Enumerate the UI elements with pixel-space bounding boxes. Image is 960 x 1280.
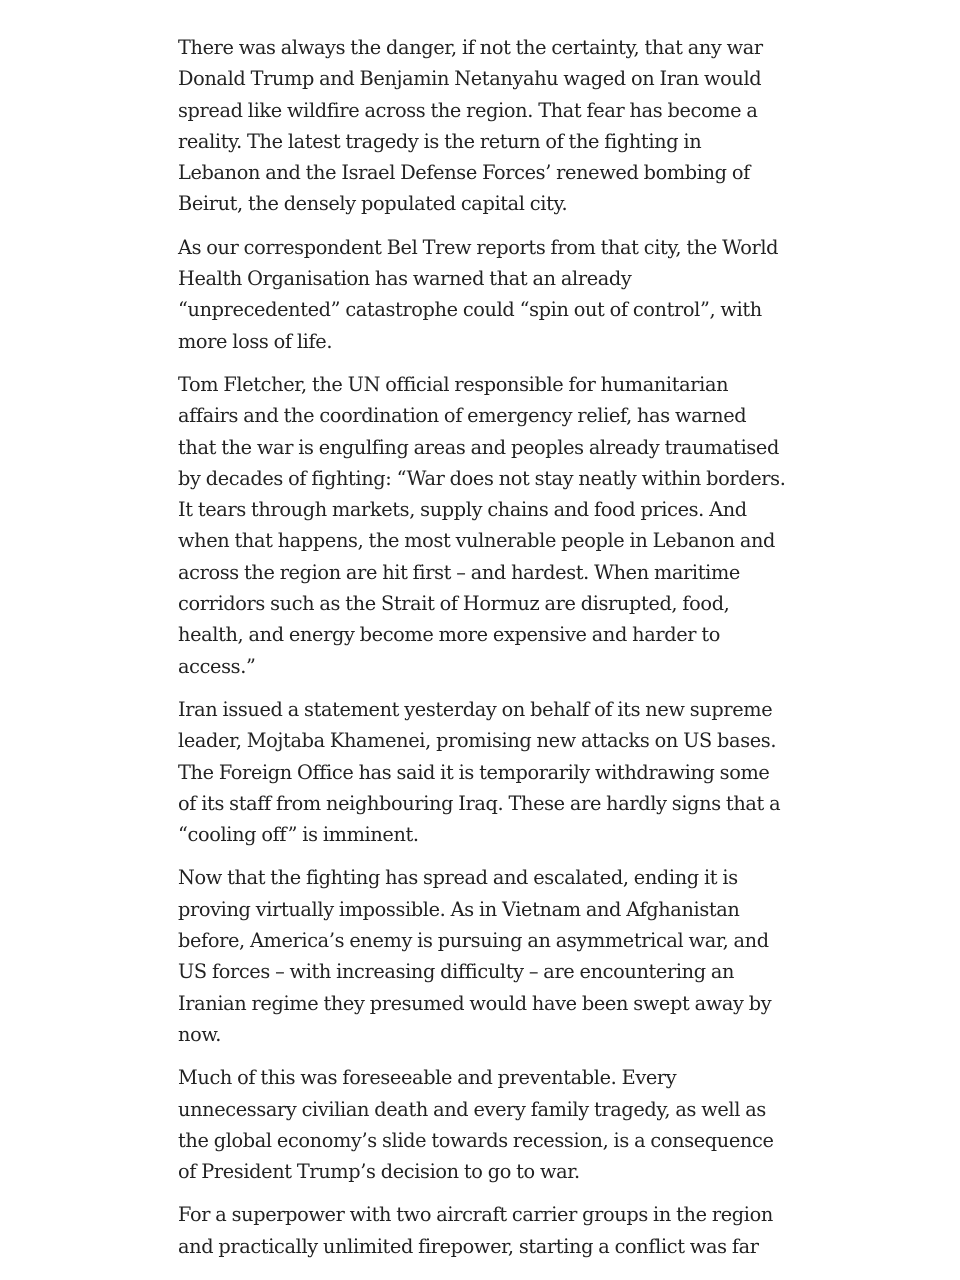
article-paragraph: Tom Fletcher, the UN official responsible for humanitarian affairs and the coordination of emergency relief, has warned that the war is engulfing areas and peoples already traumatised by decades of fighting: “War does not stay neatly within borders. It tears through markets, supply chains and food prices. And when that happens, the most vulnerable people in Lebanon and across the region are hit first – and hardest. When maritime corridors such as the Strait of Hormuz are disrupted, food, health, and energy become more expensive and harder to access.”	[178, 372, 786, 678]
article-body	[178, 32, 788, 1274]
article-paragraph: Iran issued a statement yesterday on behalf of its new supreme leader, Mojtaba Khamenei, promising new attacks on US bases. The Foreign Office has said it is temporarily withdrawing some of its staff from neighbouring Iraq. These are hardly signs that a “cooling off” is imminent.	[178, 697, 781, 847]
article-paragraph: Much of this was foreseeable and preventable. Every unnecessary civilian death and every family tragedy, as well as the global economy’s slide towards recession, is a consequence of President Trump’s decision to go to war.	[178, 1066, 774, 1184]
article-paragraph: For a superpower with two aircraft carrier groups in the region and practically unlimited firepower, starting a conflict was far	[178, 1203, 773, 1258]
article-paragraph: As our correspondent Bel Trew reports from that city, the World Health Organisation has warned that an already “unprecedented” catastrophe could “spin out of control”, with more loss of life.	[178, 235, 779, 353]
article-paragraph: There was always the danger, if not the certainty, that any war Donald Trump and Benjamin Netanyahu waged on Iran would spread like wildfire across the region. That fear has become a reality. The latest tragedy is the return of the fighting in Lebanon and the Israel Defense Forces’ renewed bombing of Beirut, the densely populated capital city.	[178, 36, 763, 216]
article-paragraph: Now that the fighting has spread and escalated, ending it is proving virtually impossible. As in Vietnam and Afghanistan before, America’s enemy is pursuing an asymmetrical war, and US forces – with increasing difficulty – are encountering an Iranian regime they presumed would have been swept away by now.	[178, 866, 772, 1046]
